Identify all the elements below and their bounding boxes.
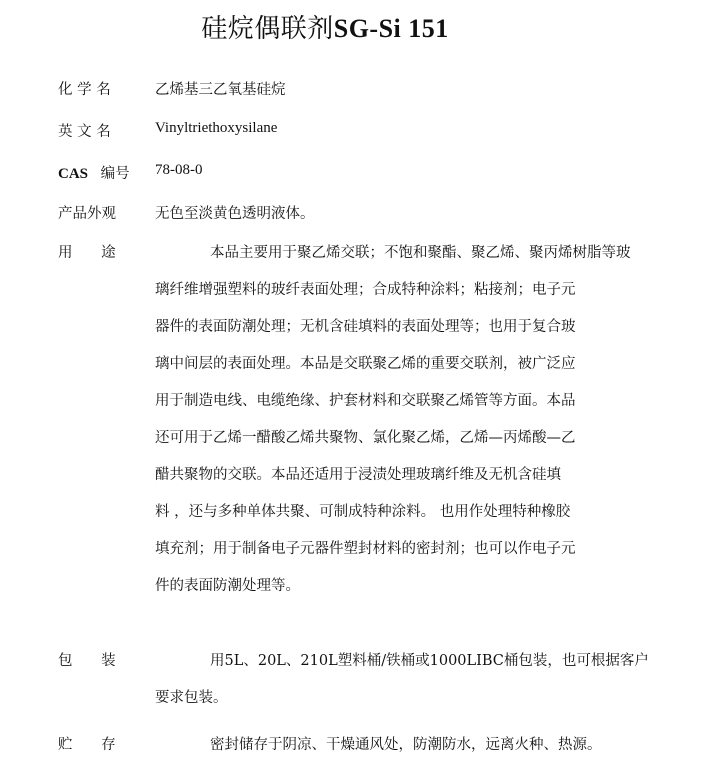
- en-name-label: 英 文 名: [58, 124, 111, 140]
- appearance-label: 产品外观: [58, 206, 116, 222]
- usage-line: 璃中间层的表面处理。本品是交联聚乙烯的重要交联剂，被广泛应: [155, 356, 576, 372]
- cas-label-b: 编号: [100, 166, 130, 182]
- usage-line: 填充剂；用于制备电子元器件塑封材料的密封剂；也可以作电子元: [155, 541, 576, 557]
- packaging-line: 要求包装。: [155, 690, 228, 706]
- title-code: SG-Si 151: [333, 14, 449, 43]
- title-cn: 硅烷偶联剂: [201, 14, 334, 44]
- document-title: [0, 8, 650, 45]
- usage-line: 醋共聚物的交联。本品还适用于浸渍处理玻璃纤维及无机含硅填: [155, 467, 561, 483]
- chem-name-value: 乙烯基三乙氧基硅烷: [155, 82, 286, 98]
- cas-label-a: CAS: [58, 166, 89, 182]
- cas-label: [58, 162, 130, 183]
- usage-line: 器件的表面防潮处理；无机含硅填料的表面处理等；也用于复合玻: [155, 319, 576, 335]
- storage-label: 贮 存: [58, 737, 116, 753]
- storage-line: 密封储存于阴凉、干燥通风处，防潮防水，远离火种、热源。: [210, 737, 602, 753]
- packaging-label: 包 装: [58, 653, 116, 669]
- usage-line: 用于制造电线、电缆绝缘、护套材料和交联聚乙烯管等方面。本品: [155, 393, 576, 409]
- usage-line: 件的表面防潮处理等。: [155, 578, 300, 594]
- packaging-line: 用5L、20L、210L塑料桶/铁桶或1000LIBC桶包装，也可根据客户: [210, 653, 649, 669]
- usage-line: 本品主要用于聚乙烯交联；不饱和聚酯、聚乙烯、聚丙烯树脂等玻: [210, 245, 631, 261]
- appearance-value: 无色至淡黄色透明液体。: [155, 206, 315, 222]
- usage-line: 璃纤维增强塑料的玻纤表面处理；合成特种涂料；粘接剂；电子元: [155, 282, 576, 298]
- usage-line: 料 ，还与多种单体共聚、可制成特种涂料。 也用作处理特种橡胶: [155, 504, 571, 520]
- chem-name-label: 化 学 名: [58, 82, 111, 98]
- en-name-value: Vinyltriethoxysilane: [155, 120, 278, 136]
- usage-line: 还可用于乙烯一醋酸乙烯共聚物、氯化聚乙烯，乙烯—丙烯酸—乙: [155, 430, 576, 446]
- usage-label: 用 途: [58, 245, 116, 261]
- cas-value: 78-08-0: [155, 162, 203, 178]
